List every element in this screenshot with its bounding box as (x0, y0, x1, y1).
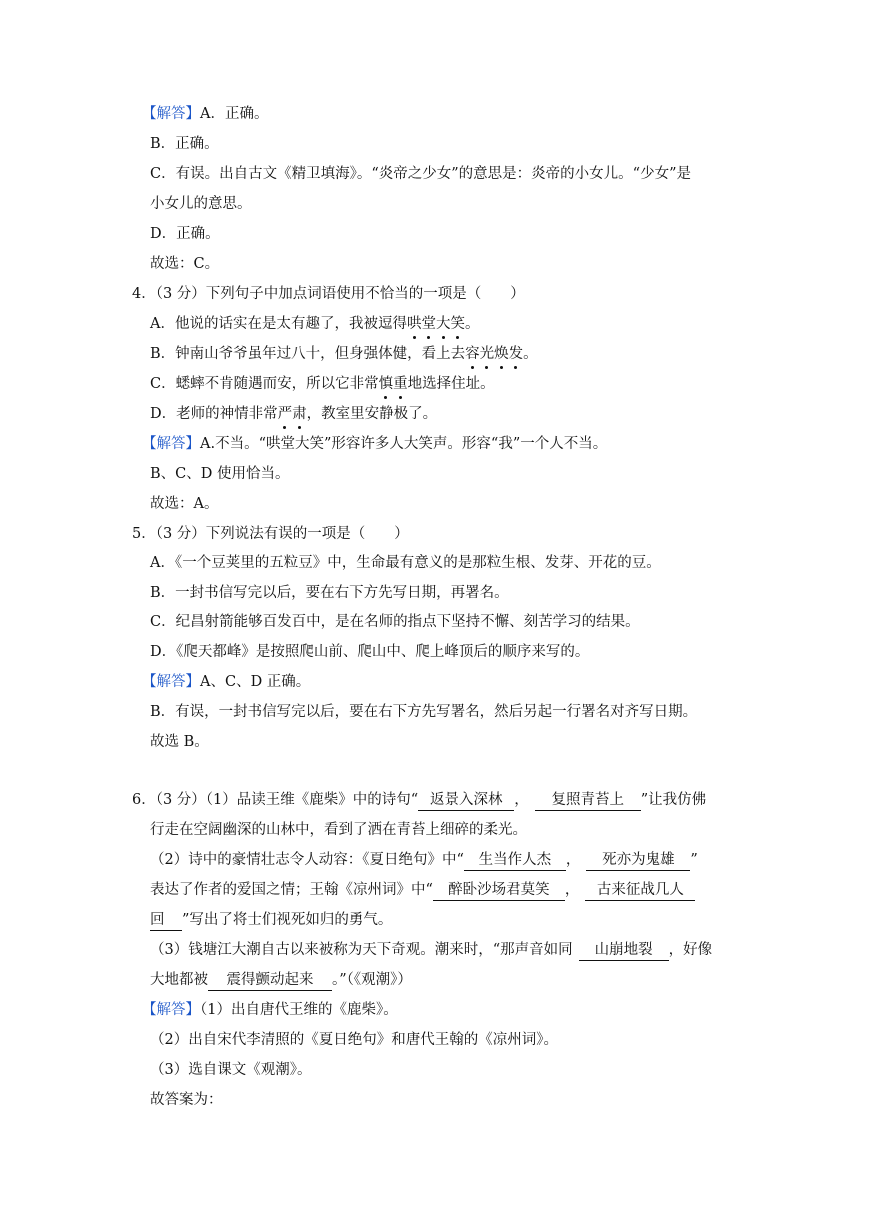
answer-tag: 【解答】 (142, 674, 200, 690)
q6-l3-post: ” (690, 852, 698, 868)
q6-l3-pre: （2）诗中的豪情壮志令人动容：《夏日绝句》中“ (150, 852, 464, 868)
q3-answer-d: D．正确。 (150, 226, 220, 242)
q6-l4-mid: ， (564, 882, 580, 898)
q6-line-1 (132, 789, 706, 811)
q5-answer-line (142, 671, 310, 693)
q5-option-b: B．一封书信写完以后，要在右下方先写日期，再署名。 (150, 585, 509, 601)
answer-tag: 【解答】 (142, 1002, 200, 1018)
q4-a-post: 。 (464, 316, 480, 332)
q6-line-4 (150, 879, 695, 901)
q6-l4-pre: 表达了作者的爱国之情；王翰《凉州词》中“ (150, 882, 433, 898)
q3-answer-a: A．正确。 (200, 106, 269, 122)
q6-l1-post: ”让我仿佛 (640, 792, 707, 808)
q6-l1-pre: 6．（3 分）（1）品读王维《鹿柴》中的诗句“ (132, 792, 419, 808)
q4-option-b (150, 343, 538, 365)
q6-answer-1: （1）出自唐代王维的《鹿柴》。 (200, 1002, 398, 1018)
dotted-char: 堂 (421, 313, 436, 335)
q6-l7-post: 。”（《观潮》） (332, 972, 412, 988)
dotted-char: 焕 (494, 343, 509, 365)
q4-b-post: 。 (523, 346, 538, 362)
answer-blank: 回 (150, 910, 182, 931)
q5-answer-2: B．有误，一封书信写完以后，要在右下方先写署名，然后另起一行署名对齐写日期。 (150, 704, 698, 720)
q4-d-post: ，教室里安静极了。 (306, 406, 438, 422)
answer-blank: 山崩地裂 (579, 940, 669, 961)
q4-a-text: A．他说的话实在是太有趣了，我被逗得 (150, 316, 407, 332)
dotted-char: 哄 (407, 313, 422, 335)
dotted-char: 光 (480, 343, 495, 365)
q6-l7-pre: 大地都被 (150, 972, 208, 988)
answer-blank: 震得颤动起来 (208, 970, 332, 991)
answer-blank: 返景入深林 (418, 790, 514, 811)
q5-choice: 故选 B。 (150, 734, 209, 750)
dotted-char: 容 (465, 343, 480, 365)
q6-line-5 (150, 909, 392, 931)
dotted-char: 发 (509, 343, 524, 365)
q3-answer-c2: 小女儿的意思。 (150, 196, 252, 212)
q5-option-d: D．《爬天都峰》是按照爬山前、爬山中、爬上峰顶后的顺序来写的。 (150, 644, 590, 660)
q4-b-text: B．钟南山爷爷虽年过八十，但身强体健，看上去 (150, 346, 466, 362)
answer-blank: 死亦为鬼雄 (586, 850, 690, 871)
dotted-char: 慎 (379, 373, 394, 395)
q6-l3-mid: ， (565, 852, 581, 868)
q5-option-a: A．《一个豆荚里的五粒豆》中，生命最有意义的是那粒生根、发芽、开花的豆。 (150, 555, 661, 571)
q4-choice: 故选：A。 (150, 496, 219, 512)
q3-choice: 故选：C。 (150, 256, 220, 272)
q4-option-c (150, 373, 495, 395)
q6-l6-pre: （3）钱塘江大潮自古以来被称为天下奇观。潮来时，“那声音如同 (150, 942, 573, 958)
q4-answer-1: A.不当。“哄堂大笑”形容许多人大笑声。形容“我”一个人不当。 (200, 436, 608, 452)
q4-c-post: 地选择住址。 (407, 376, 495, 392)
answer-blank: 古来征战几人 (585, 880, 695, 901)
q3-answer-b: B．正确。 (150, 136, 219, 152)
q6-l1-mid: ， (514, 792, 529, 808)
q4-stem: 4．（3 分）下列句子中加点词语使用不恰当的一项是（ ） (132, 286, 525, 302)
q4-option-a (150, 313, 479, 335)
dotted-char: 笑 (450, 313, 465, 335)
q3-answer-line-a (142, 103, 268, 125)
q6-answer-line (142, 999, 398, 1021)
q4-answer-line (142, 433, 607, 455)
q4-c-text: C．蟋蟀不肯随遇而安，所以它非常 (150, 376, 379, 392)
q3-answer-c1: C．有误。出自古文《精卫填海》。“炎帝之少女”的意思是：炎帝的小女儿。“少女”是 (150, 166, 691, 182)
q5-answer-1: A、C、D 正确。 (200, 674, 311, 690)
answer-tag: 【解答】 (142, 436, 200, 452)
q5-option-c: C．纪昌射箭能够百发百中，是在名师的指点下坚持不懈、刻苦学习的结果。 (150, 614, 640, 630)
q6-answer-4: 故答案为： (150, 1092, 223, 1108)
q6-answer-2: （2）出自宋代李清照的《夏日绝句》和唐代王翰的《凉州词》。 (150, 1032, 558, 1048)
answer-blank: 生当作人杰 (464, 850, 566, 871)
q6-line-2: 行走在空阔幽深的山林中，看到了洒在青苔上细碎的柔光。 (150, 822, 527, 838)
answer-blank: 复照青苔上 (535, 790, 641, 811)
dotted-char: 严 (278, 403, 293, 425)
q6-answer-3: （3）选自课文《观潮》。 (150, 1062, 312, 1078)
answer-blank: 醉卧沙场君莫笑 (433, 880, 565, 901)
answer-tag: 【解答】 (142, 106, 200, 122)
q6-line-7 (150, 969, 412, 991)
q6-l5-post: ”写出了将士们视死如归的勇气。 (182, 912, 393, 928)
q5-stem: 5．（3 分）下列说法有误的一项是（ ） (132, 526, 409, 542)
q6-line-6 (150, 939, 712, 961)
q4-d-text: D．老师的神情非常 (150, 406, 278, 422)
q6-line-3 (150, 849, 698, 871)
q4-answer-2: B、C、D 使用恰当。 (150, 466, 290, 482)
dotted-char: 重 (393, 373, 408, 395)
dotted-char: 肃 (292, 403, 307, 425)
q4-option-d (150, 403, 437, 425)
dotted-char: 大 (436, 313, 451, 335)
q6-l6-post: ，好像 (668, 942, 713, 958)
